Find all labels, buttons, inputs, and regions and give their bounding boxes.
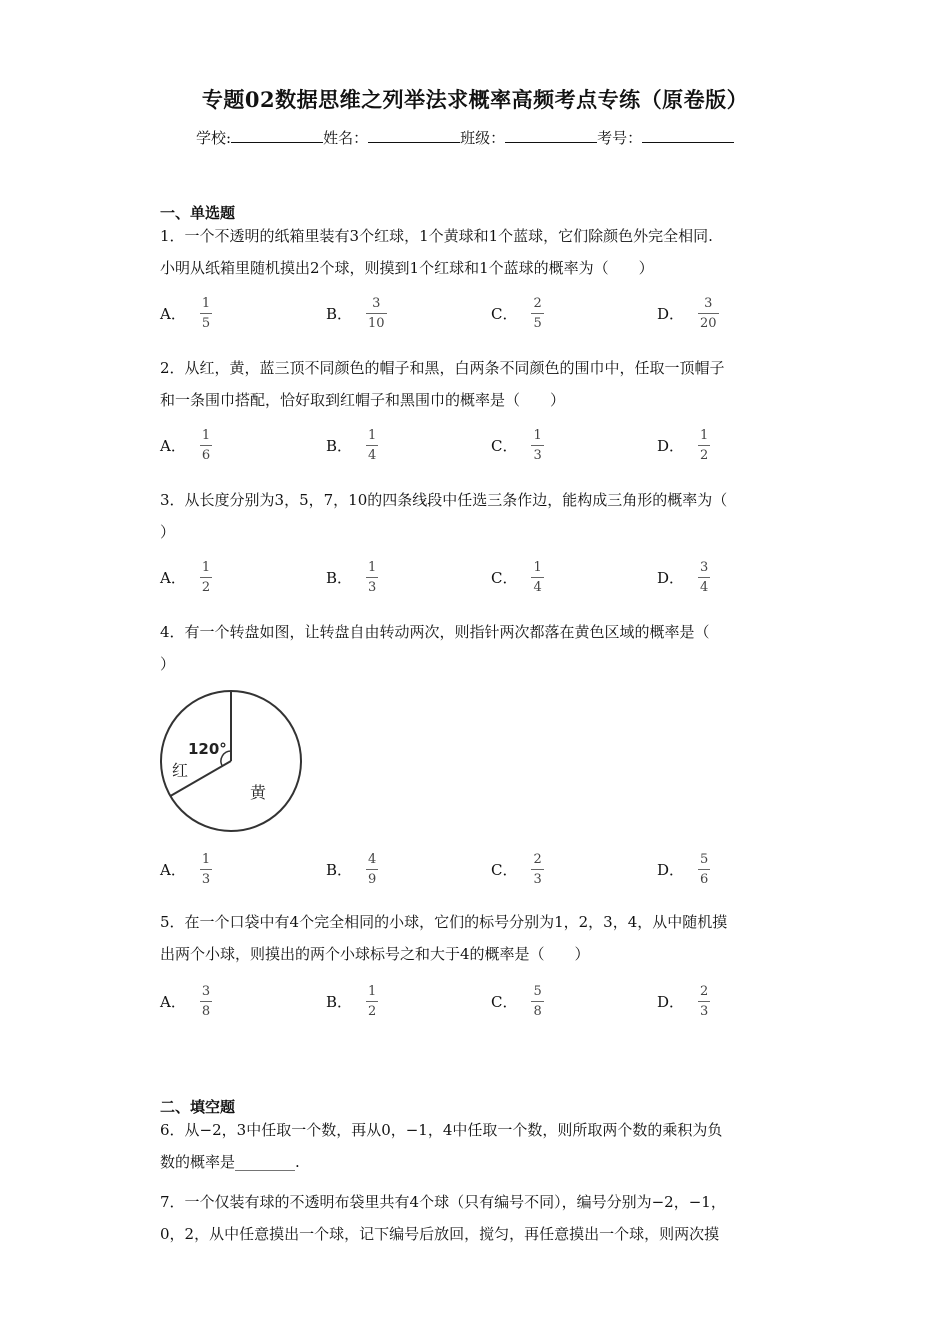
fraction xyxy=(698,984,710,1019)
q5-option-d[interactable] xyxy=(657,984,710,1019)
fraction xyxy=(698,296,719,331)
option-label: D． xyxy=(657,861,685,879)
question-1-line-2: 小明从纸箱里随机摸出2个球，则摸到1个红球和1个蓝球的概率为（ ） xyxy=(160,259,654,277)
q2-option-b[interactable] xyxy=(326,428,378,463)
q3-option-b[interactable] xyxy=(326,560,378,595)
fraction xyxy=(200,428,212,463)
fraction xyxy=(200,296,212,331)
denominator: 6 xyxy=(700,872,709,887)
q1-option-d[interactable] xyxy=(657,296,719,331)
option-label: A． xyxy=(160,993,186,1011)
denominator: 20 xyxy=(700,316,717,331)
question-7-line-2: 0，2，从中任意摸出一个球，记下编号后放回，搅匀，再任意摸出一个球，则两次摸 xyxy=(160,1225,720,1243)
denominator: 6 xyxy=(201,448,211,463)
question-7-line-1: 7．一个仅装有球的不透明布袋里共有4个球（只有编号不同），编号分别为−2，−1， xyxy=(160,1193,726,1211)
option-label: D． xyxy=(657,437,685,455)
section-single-choice: 一、单选题 xyxy=(160,204,236,222)
fraction xyxy=(698,428,710,463)
q4-option-d[interactable] xyxy=(657,852,710,887)
option-label: A． xyxy=(160,437,186,455)
question-3 xyxy=(160,484,800,548)
question-6-line-2: 数的概率是________. xyxy=(160,1153,300,1171)
fraction xyxy=(531,428,543,463)
numerator: 1 xyxy=(368,428,377,443)
red-region-label: 红 xyxy=(172,761,189,780)
numerator: 1 xyxy=(533,428,542,443)
question-4-line-1: 4．有一个转盘如图，让转盘自由转动两次，则指针两次都落在黄色区域的概率是（ xyxy=(160,623,710,641)
option-label: A． xyxy=(160,569,186,587)
numerator: 3 xyxy=(704,296,713,311)
question-4-line-2: ） xyxy=(160,655,176,673)
class-label: 班级： xyxy=(460,129,506,147)
denominator: 4 xyxy=(700,580,709,595)
question-1-line-1: 1．一个不透明的纸箱里装有3个红球，1个黄球和1个蓝球，它们除颜色外完全相同. xyxy=(160,227,713,245)
fraction xyxy=(366,428,378,463)
question-6-line-1: 6．从−2，3中任取一个数，再从0，−1，4中任取一个数，则所取两个数的乘积为负 xyxy=(160,1121,723,1139)
option-label: B． xyxy=(326,993,353,1011)
fraction xyxy=(531,296,543,331)
denominator: 2 xyxy=(368,1004,377,1019)
question-3-line-1: 3．从长度分别为3，5，7，10的四条线段中任选三条作边，能构成三角形的概率为（ xyxy=(160,491,728,509)
option-label: B． xyxy=(326,305,353,323)
question-3-line-2: ） xyxy=(160,523,176,541)
numerator: 3 xyxy=(372,296,381,311)
numerator: 1 xyxy=(368,560,377,575)
denominator: 3 xyxy=(201,872,211,887)
q1-option-b[interactable] xyxy=(326,296,387,331)
page-title: 专题02数据思维之列举法求概率高频考点专练（原卷版） xyxy=(201,87,749,112)
class-blank xyxy=(505,128,597,143)
school-blank xyxy=(231,128,323,143)
fraction xyxy=(366,560,378,595)
q4-option-a[interactable] xyxy=(160,852,212,887)
q4-option-c[interactable] xyxy=(491,852,544,887)
denominator: 4 xyxy=(533,580,542,595)
numerator: 1 xyxy=(700,428,709,443)
numerator: 1 xyxy=(201,296,211,311)
numerator: 3 xyxy=(201,984,211,999)
spinner-figure xyxy=(158,688,304,834)
fraction xyxy=(531,560,543,595)
number-blank xyxy=(642,128,734,143)
option-label: C． xyxy=(491,993,518,1011)
denominator: 5 xyxy=(201,316,211,331)
denominator: 5 xyxy=(533,316,542,331)
yellow-region-label: 黄 xyxy=(250,783,267,802)
denominator: 10 xyxy=(368,316,385,331)
denominator: 3 xyxy=(533,448,542,463)
fraction xyxy=(531,984,543,1019)
option-label: C． xyxy=(491,861,518,879)
q2-option-d[interactable] xyxy=(657,428,710,463)
denominator: 2 xyxy=(700,448,709,463)
question-2 xyxy=(160,352,800,416)
numerator: 1 xyxy=(201,852,211,867)
question-2-line-1: 2．从红，黄，蓝三顶不同颜色的帽子和黑，白两条不同颜色的围巾中，任取一顶帽子 xyxy=(160,359,725,377)
fraction xyxy=(531,852,543,887)
q3-option-d[interactable] xyxy=(657,560,710,595)
angle-label: 120° xyxy=(188,740,227,758)
denominator: 8 xyxy=(201,1004,211,1019)
question-7 xyxy=(160,1186,800,1250)
section-fill-in: 二、填空题 xyxy=(160,1098,236,1116)
denominator: 9 xyxy=(368,872,377,887)
question-5-line-1: 5．在一个口袋中有4个完全相同的小球，它们的标号分别为1，2，3，4，从中随机摸 xyxy=(160,913,728,931)
q1-option-a[interactable] xyxy=(160,296,212,331)
option-label: D． xyxy=(657,305,685,323)
denominator: 4 xyxy=(368,448,377,463)
name-blank xyxy=(368,128,460,143)
question-4 xyxy=(160,616,800,680)
fraction xyxy=(366,852,378,887)
numerator: 2 xyxy=(700,984,709,999)
option-label: B． xyxy=(326,569,353,587)
option-label: B． xyxy=(326,437,353,455)
q5-option-b[interactable] xyxy=(326,984,378,1019)
fraction xyxy=(200,984,212,1019)
q1-option-c[interactable] xyxy=(491,296,544,331)
denominator: 3 xyxy=(533,872,542,887)
denominator: 3 xyxy=(368,580,377,595)
option-label: A． xyxy=(160,861,186,879)
fraction xyxy=(200,560,212,595)
fraction xyxy=(698,560,710,595)
numerator: 1 xyxy=(201,428,211,443)
numerator: 1 xyxy=(368,984,377,999)
school-label: 学校: xyxy=(196,129,232,147)
name-label: 姓名： xyxy=(323,129,369,147)
question-5 xyxy=(160,906,800,970)
student-info xyxy=(196,127,734,148)
question-6 xyxy=(160,1114,800,1178)
numerator: 1 xyxy=(201,560,211,575)
numerator: 2 xyxy=(533,296,542,311)
q4-option-b[interactable] xyxy=(326,852,378,887)
q5-option-c[interactable] xyxy=(491,984,544,1019)
numerator: 5 xyxy=(533,984,542,999)
option-label: D． xyxy=(657,569,685,587)
fraction xyxy=(366,984,378,1019)
q3-option-a[interactable] xyxy=(160,560,212,595)
option-label: D． xyxy=(657,993,685,1011)
option-label: A． xyxy=(160,305,186,323)
numerator: 5 xyxy=(700,852,709,867)
q5-option-a[interactable] xyxy=(160,984,212,1019)
fraction xyxy=(366,296,387,331)
denominator: 3 xyxy=(700,1004,709,1019)
numerator: 1 xyxy=(533,560,542,575)
question-5-line-2: 出两个小球，则摸出的两个小球标号之和大于4的概率是（ ） xyxy=(160,945,590,963)
option-label: C． xyxy=(491,437,518,455)
option-label: B． xyxy=(326,861,353,879)
numerator: 4 xyxy=(368,852,377,867)
fraction xyxy=(698,852,710,887)
option-label: C． xyxy=(491,305,518,323)
numerator: 2 xyxy=(533,852,542,867)
q2-option-c[interactable] xyxy=(491,428,544,463)
number-label: 考号： xyxy=(597,129,643,147)
fraction xyxy=(200,852,212,887)
q3-option-c[interactable] xyxy=(491,560,544,595)
denominator: 8 xyxy=(533,1004,542,1019)
option-label: C． xyxy=(491,569,518,587)
question-1 xyxy=(160,220,800,284)
numerator: 3 xyxy=(700,560,709,575)
denominator: 2 xyxy=(201,580,211,595)
question-2-line-2: 和一条围巾搭配，恰好取到红帽子和黑围巾的概率是（ ） xyxy=(160,391,566,409)
q2-option-a[interactable] xyxy=(160,428,212,463)
